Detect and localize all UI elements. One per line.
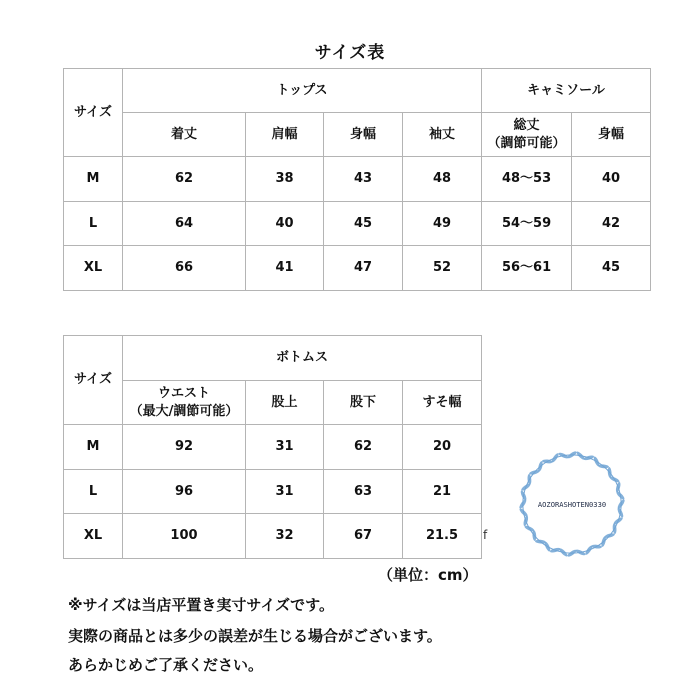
table-cell: 62 xyxy=(324,425,403,470)
note-line-3: あらかじめご了承ください。 xyxy=(68,656,264,674)
table-cell: 67 xyxy=(324,514,403,559)
column-header-hem-width: すそ幅 xyxy=(403,381,482,425)
table-cell: 42 xyxy=(572,202,651,246)
table-cell: 48～53 xyxy=(482,157,572,202)
column-header-waist xyxy=(123,381,246,425)
table-cell: 45 xyxy=(324,202,403,246)
leaf-wreath-logo xyxy=(513,445,631,563)
table-cell: 54～59 xyxy=(482,202,572,246)
leaf xyxy=(532,530,537,541)
table-row xyxy=(64,246,651,291)
table-cell: 56～61 xyxy=(482,246,572,291)
leaf xyxy=(575,548,586,556)
size-label: XL xyxy=(64,514,123,559)
column-header-total-length xyxy=(482,113,572,157)
table-cell: 96 xyxy=(123,470,246,514)
table-cell: 21.5 xyxy=(403,514,482,559)
column-header-chest: 身幅 xyxy=(324,113,403,157)
size-label: XL xyxy=(64,246,123,291)
column-header-rise: 股上 xyxy=(246,381,324,425)
column-header-sleeve: 袖丈 xyxy=(403,113,482,157)
size-label: M xyxy=(64,425,123,470)
table-cell: 40 xyxy=(572,157,651,202)
tops-size-table xyxy=(63,68,651,291)
column-header-total-length-label: 総丈 xyxy=(513,117,540,133)
column-header-adjustable-note: （調節可能） xyxy=(487,135,566,151)
tops-group-header: トップス xyxy=(123,69,482,113)
leaf xyxy=(523,515,529,526)
leaf xyxy=(584,545,593,556)
unit-label: （単位：cm） xyxy=(378,566,478,584)
leaf xyxy=(551,452,560,463)
table-cell: 49 xyxy=(403,202,482,246)
table-cell: 100 xyxy=(123,514,246,559)
table-cell: 48 xyxy=(403,157,482,202)
table-cell: 38 xyxy=(246,157,324,202)
table-cell: 20 xyxy=(403,425,482,470)
leaf xyxy=(583,455,594,461)
logo-text: AOZORASHOTEN0330 xyxy=(537,499,607,509)
table-cell: 66 xyxy=(123,246,246,291)
table-cell: 31 xyxy=(246,425,324,470)
leaf xyxy=(615,490,625,500)
column-header-waist-label: ウエスト xyxy=(157,385,210,401)
table-cell: 32 xyxy=(246,514,324,559)
leaf xyxy=(598,464,609,469)
table-row xyxy=(64,425,482,470)
leaf xyxy=(615,481,621,492)
table-cell: 62 xyxy=(123,157,246,202)
size-label: L xyxy=(64,470,123,514)
table-cell: 21 xyxy=(403,470,482,514)
table-cell: 47 xyxy=(324,246,403,291)
camisole-group-header: キャミソール xyxy=(482,69,651,113)
size-header: サイズ xyxy=(64,336,123,425)
table-cell: 31 xyxy=(246,470,324,514)
table-cell: 43 xyxy=(324,157,403,202)
table-cell: 52 xyxy=(403,246,482,291)
table-row xyxy=(64,514,482,559)
leaf xyxy=(520,490,528,501)
size-label: L xyxy=(64,202,123,246)
column-header-inseam: 股下 xyxy=(324,381,403,425)
table-cell: 92 xyxy=(123,425,246,470)
table-cell: 40 xyxy=(246,202,324,246)
leaf xyxy=(616,507,624,518)
column-header-waist-note: （最大/調節可能） xyxy=(129,403,239,419)
stray-mark: f xyxy=(483,528,488,542)
table-cell: 41 xyxy=(246,246,324,291)
column-header-camisole-chest: 身幅 xyxy=(572,113,651,157)
table-cell: 45 xyxy=(572,246,651,291)
leaf xyxy=(558,452,569,460)
leaf xyxy=(524,525,535,533)
table-row xyxy=(64,202,651,246)
size-header: サイズ xyxy=(64,69,123,157)
leaf xyxy=(549,547,560,553)
leaf xyxy=(607,467,612,478)
column-header-length: 着丈 xyxy=(123,113,246,157)
size-label: M xyxy=(64,157,123,202)
table-row xyxy=(64,470,482,514)
leaf xyxy=(535,539,546,544)
leaf xyxy=(518,507,528,517)
note-line-1: ※サイズは当店平置き実寸サイズです。 xyxy=(68,596,334,614)
column-header-shoulder: 肩幅 xyxy=(246,113,324,157)
bottoms-group-header: ボトムス xyxy=(123,336,482,381)
table-cell: 63 xyxy=(324,470,403,514)
bottoms-size-table xyxy=(63,335,482,559)
page-title: サイズ表 xyxy=(314,43,386,63)
table-row xyxy=(64,157,651,202)
note-line-2: 実際の商品とは多少の誤差が生じる場合がございます。 xyxy=(68,627,442,645)
leaf xyxy=(609,475,620,483)
table-cell: 64 xyxy=(123,202,246,246)
